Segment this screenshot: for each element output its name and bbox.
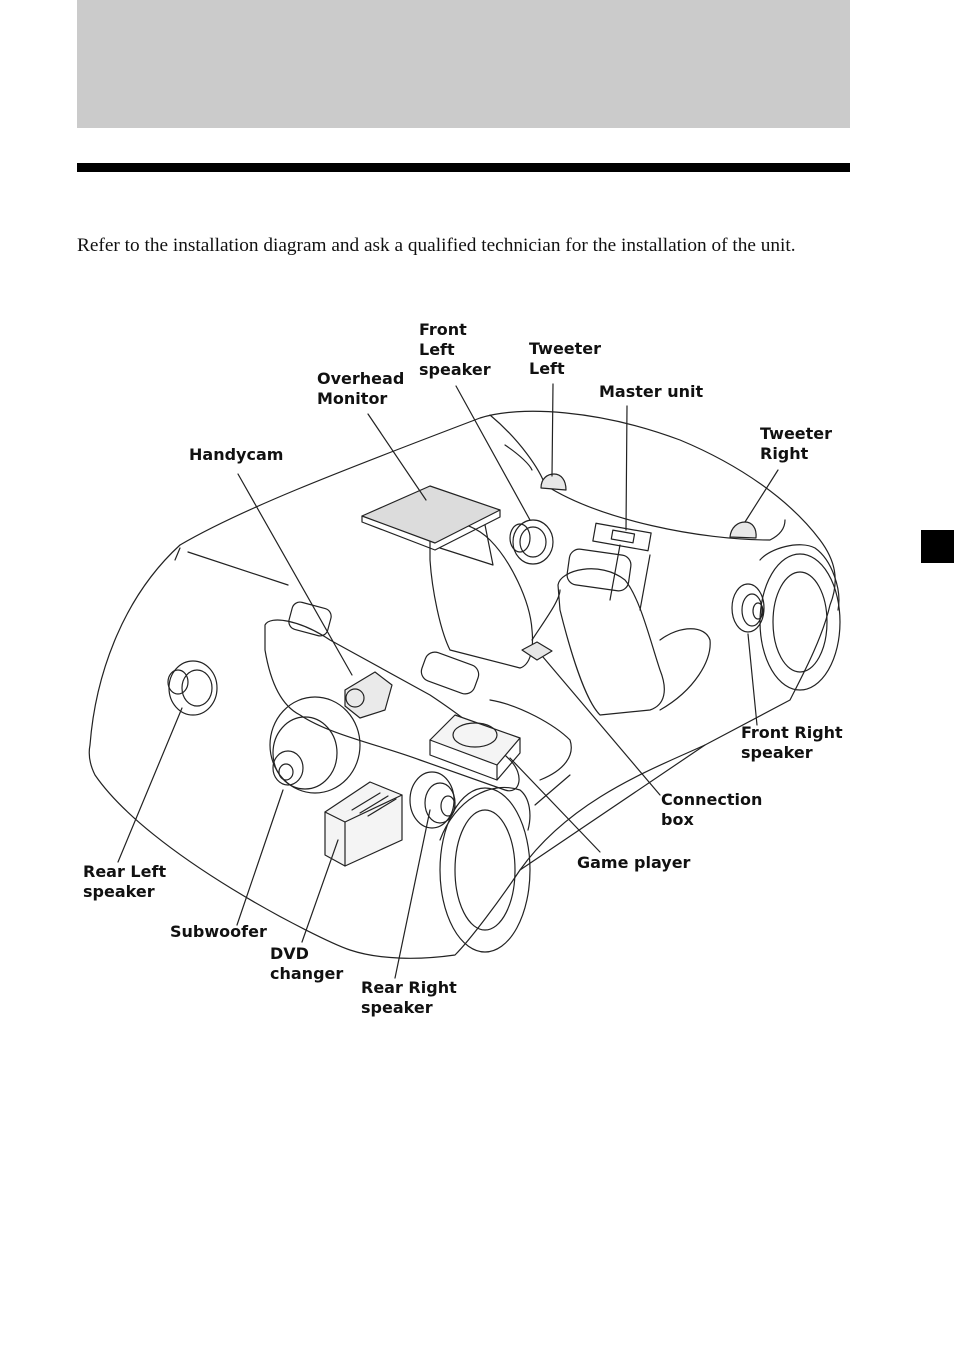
connection-box — [522, 642, 552, 660]
handycam — [345, 672, 392, 718]
label-game-player: Game player — [577, 853, 691, 872]
subwoofer — [270, 697, 360, 793]
label-subwoofer: Subwoofer — [170, 922, 267, 941]
label-rear-right-speaker: Rear Right speaker — [361, 978, 457, 1017]
label-rear-left-speaker: Rear Left speaker — [83, 862, 167, 901]
label-dvd-changer: DVD changer — [270, 944, 344, 983]
car-body-outline — [89, 411, 835, 958]
dvd-changer — [325, 782, 402, 866]
master-unit — [593, 523, 651, 550]
intro-paragraph: Refer to the installation diagram and ask a qualified technician for the installation of the unit. — [77, 235, 796, 256]
label-handycam: Handycam — [189, 445, 284, 464]
label-overhead-monitor: Overhead Monitor — [317, 369, 405, 408]
label-connection-box: Connection box — [661, 790, 763, 829]
label-tweeter-right: Tweeter Right — [760, 424, 833, 463]
label-tweeter-left: Tweeter Left — [529, 339, 602, 378]
label-front-right-speaker: Front Right speaker — [741, 723, 843, 762]
tweeter-right — [730, 522, 756, 538]
tweeter-left — [541, 474, 566, 490]
rear-left-speaker — [169, 661, 217, 715]
overhead-monitor — [362, 486, 500, 543]
label-master-unit: Master unit — [599, 382, 704, 401]
front-wheel — [760, 554, 840, 690]
label-front-left-speaker: Front Left speaker — [419, 320, 491, 379]
